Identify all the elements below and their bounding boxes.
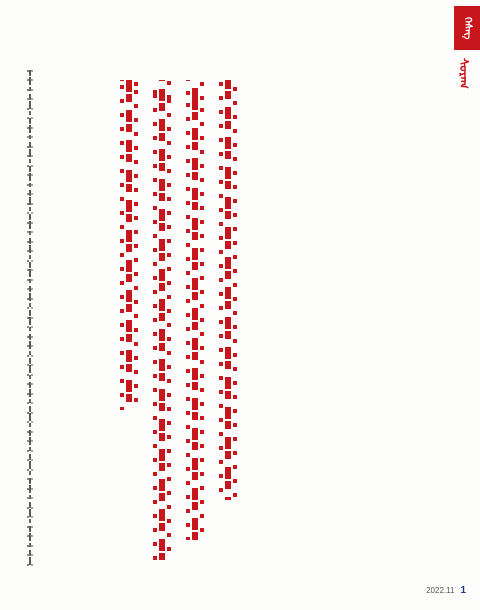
- headline-column: [151, 80, 172, 560]
- issue-date: 2022.11: [426, 586, 455, 595]
- footer: [426, 585, 466, 596]
- headline-column: [118, 80, 139, 560]
- headline-column: [217, 80, 238, 560]
- section-heading: ᠰᠤᠷᠠᠭ: [457, 58, 471, 89]
- headline-column: [184, 80, 205, 560]
- section-tab-glyph: ᠬᠡᠰᠡᠭ: [462, 16, 473, 40]
- headline: [118, 80, 238, 560]
- page-number: 1: [460, 585, 466, 596]
- text-column: [27, 56, 34, 566]
- body-text: [27, 56, 451, 566]
- section-tab: [454, 6, 480, 50]
